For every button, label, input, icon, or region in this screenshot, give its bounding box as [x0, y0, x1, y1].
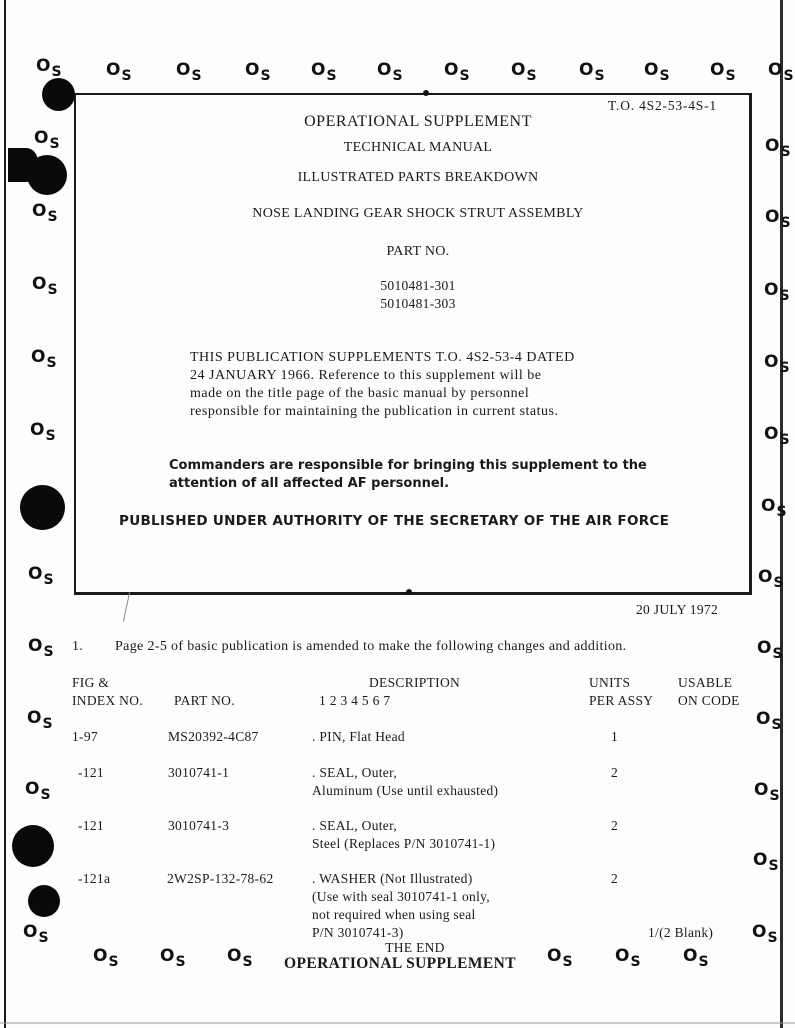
os-marker: $O_S$	[176, 60, 202, 84]
punch-hole	[12, 825, 54, 867]
part-number: 5010481-301	[380, 278, 456, 293]
pencil-mark	[123, 592, 130, 622]
description-line: . SEAL, Outer,	[312, 818, 398, 833]
os-marker: $O_S$	[768, 60, 794, 84]
supplement-paragraph-line: responsible for maintaining the publication in current status.	[190, 404, 559, 419]
item-text: Page 2-5 of basic publication is amended to make the following changes and addition.	[115, 639, 627, 654]
assembly-name: NOSE LANDING GEAR SHOCK STRUT ASSEMBLY	[252, 206, 584, 221]
os-marker: $O_S$	[764, 280, 790, 304]
os-marker: $O_S$	[25, 779, 51, 803]
os-marker: $O_S$	[32, 201, 58, 225]
box-center-mark-top	[423, 90, 429, 96]
header-fig-line2: INDEX NO.	[72, 693, 143, 708]
os-marker: $O_S$	[444, 60, 470, 84]
os-marker: $O_S$	[28, 564, 54, 588]
supplement-paragraph-line: 24 JANUARY 1966. Reference to this supplement will be	[190, 368, 542, 383]
table-row-units: 2	[611, 818, 619, 833]
punch-hole	[20, 485, 65, 530]
header-fig-line1: FIG &	[72, 675, 110, 690]
table-row-part: MS20392-4C87	[168, 729, 259, 744]
os-marker: $O_S$	[36, 56, 62, 80]
page-edge-left	[4, 0, 6, 1028]
header-part-no	[174, 692, 235, 710]
document-subtitle: TECHNICAL MANUAL	[343, 140, 493, 155]
document-type: ILLUSTRATED PARTS BREAKDOWN	[297, 170, 539, 185]
header-description-line1: DESCRIPTION	[369, 675, 461, 690]
os-marker: $O_S$	[32, 274, 58, 298]
the-end: THE END	[385, 940, 445, 955]
description-line: Aluminum (Use until exhausted)	[312, 783, 499, 798]
os-marker: $O_S$	[765, 207, 791, 231]
header-description	[319, 674, 460, 710]
table-row-part: 2W2SP-132-78-62	[167, 871, 274, 886]
header-usable-line2: ON CODE	[678, 693, 740, 708]
footer-supplement-label: OPERATIONAL SUPPLEMENT	[284, 955, 516, 972]
to-number: T.O. 4S2-53-4S-1	[608, 98, 717, 113]
authority-statement: PUBLISHED UNDER AUTHORITY OF THE SECRETARY OF THE AIR FORCE	[119, 513, 670, 529]
table-row-index: -121	[78, 818, 104, 833]
os-marker: $O_S$	[245, 60, 271, 84]
os-marker: $O_S$	[547, 946, 573, 970]
table-row-index: -121a	[78, 871, 111, 886]
os-marker: $O_S$	[644, 60, 670, 84]
os-marker: $O_S$	[579, 60, 605, 84]
table-row-index: 1-97	[72, 729, 98, 744]
os-marker: $O_S$	[757, 638, 783, 662]
description-line: not required when using seal	[312, 907, 476, 922]
publication-date: 20 JULY 1972	[636, 602, 718, 617]
os-marker: $O_S$	[93, 946, 119, 970]
punch-hole	[42, 78, 75, 111]
os-marker: $O_S$	[764, 352, 790, 376]
table-row-index: -121	[78, 765, 104, 780]
header-usable-on-code	[678, 674, 740, 710]
os-marker: $O_S$	[710, 60, 736, 84]
header-description-indent-levels: 1 2 3 4 5 6 7	[319, 693, 391, 708]
description-line: P/N 3010741-3)	[312, 925, 404, 940]
os-marker: $O_S$	[31, 347, 57, 371]
table-row-part: 3010741-1	[168, 765, 230, 780]
description-line: . PIN, Flat Head	[312, 729, 405, 744]
description-line: . SEAL, Outer,	[312, 765, 398, 780]
os-marker: $O_S$	[23, 922, 49, 946]
document-title: OPERATIONAL SUPPLEMENT	[304, 113, 532, 130]
supplement-paragraph-line: made on the title page of the basic manual by personnel	[190, 386, 530, 401]
table-row-part: 3010741-3	[168, 818, 230, 833]
os-marker: $O_S$	[377, 60, 403, 84]
table-row-description	[312, 764, 498, 800]
description-line: (Use with seal 3010741-1 only,	[312, 889, 490, 904]
punch-hole	[28, 885, 60, 917]
os-marker: $O_S$	[34, 128, 60, 152]
os-marker: $O_S$	[27, 708, 53, 732]
box-center-mark-bottom	[406, 589, 412, 595]
header-part-label: PART NO.	[174, 693, 235, 708]
description-line: . WASHER (Not Illustrated)	[312, 871, 473, 886]
os-marker: $O_S$	[227, 946, 253, 970]
table-row-units: 1	[611, 729, 619, 744]
table-row-units: 2	[611, 765, 619, 780]
os-marker: $O_S$	[754, 780, 780, 804]
page-edge-bottom	[0, 1022, 795, 1024]
table-row-units: 2	[611, 871, 619, 886]
header-units-line2: PER ASSY	[589, 693, 654, 708]
os-marker: $O_S$	[615, 946, 641, 970]
commanders-notice-line: attention of all affected AF personnel.	[169, 476, 450, 491]
item-number: 1.	[72, 639, 84, 654]
header-units-line1: UNITS	[589, 675, 631, 690]
os-marker: $O_S$	[311, 60, 337, 84]
os-marker: $O_S$	[511, 60, 537, 84]
punch-hole	[8, 148, 38, 182]
os-marker: $O_S$	[758, 567, 784, 591]
header-fig-index	[72, 674, 143, 710]
os-marker: $O_S$	[28, 636, 54, 660]
os-marker: $O_S$	[683, 946, 709, 970]
os-marker: $O_S$	[765, 136, 791, 160]
os-marker: $O_S$	[764, 424, 790, 448]
table-row-description	[312, 728, 405, 746]
table-row-description	[312, 817, 495, 853]
os-marker: $O_S$	[753, 850, 779, 874]
commanders-notice-line: Commanders are responsible for bringing this supplement to the	[169, 458, 647, 473]
part-no-label: PART NO.	[386, 244, 450, 259]
os-marker: $O_S$	[756, 709, 782, 733]
description-line: Steel (Replaces P/N 3010741-1)	[312, 836, 496, 851]
header-units-per-assy	[589, 674, 653, 710]
os-marker: $O_S$	[752, 922, 778, 946]
supplement-paragraph-line: THIS PUBLICATION SUPPLEMENTS T.O. 4S2-53-4 DATED	[190, 350, 575, 365]
os-marker: $O_S$	[30, 420, 56, 444]
os-marker: $O_S$	[761, 496, 787, 520]
header-usable-line1: USABLE	[678, 675, 733, 690]
table-row-description	[312, 870, 490, 942]
os-marker: $O_S$	[106, 60, 132, 84]
os-marker: $O_S$	[160, 946, 186, 970]
page-number: 1/(2 Blank)	[648, 925, 714, 940]
part-number: 5010481-303	[380, 296, 456, 311]
